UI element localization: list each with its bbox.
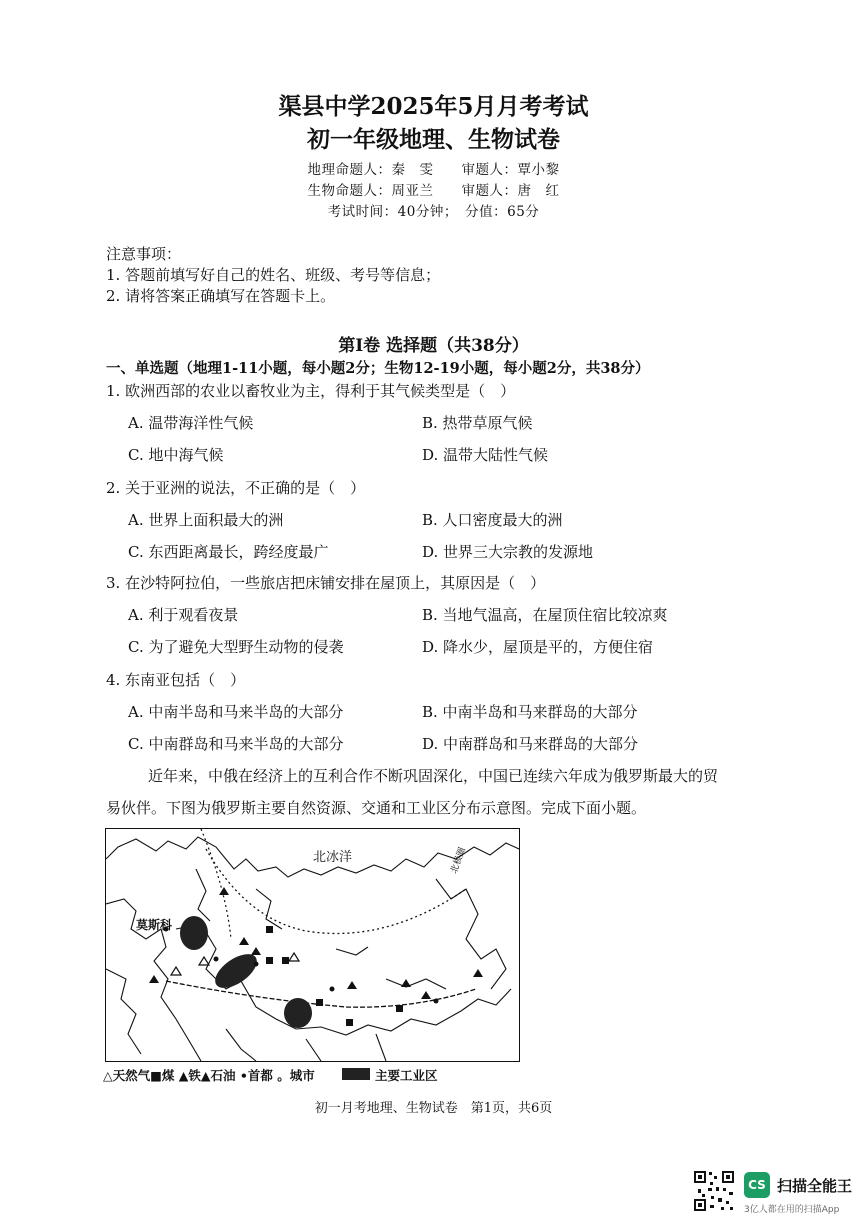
question-stem: 3. 在沙特阿拉伯，一些旅店把床铺安排在屋顶上，其原因是（ ） xyxy=(106,574,546,592)
qr-code-icon xyxy=(693,1170,735,1212)
option: A. 利于观看夜景 xyxy=(128,606,239,624)
section-title: 第Ⅰ卷 选择题（共38分） xyxy=(338,336,529,356)
question-stem: 2. 关于亚洲的说法，不正确的是（ ） xyxy=(106,479,366,497)
oil-marker xyxy=(239,937,249,945)
option: B. 人口密度最大的洲 xyxy=(422,511,563,529)
gas-marker xyxy=(289,953,299,961)
dotted-boundary xyxy=(201,829,231,939)
paper-title: 初一年级地理、生物试卷 xyxy=(307,126,560,153)
russia-map-drawing xyxy=(106,829,519,1061)
city-dot xyxy=(330,987,335,992)
iron-marker xyxy=(421,991,431,999)
city-dot xyxy=(214,957,219,962)
passage-line: 易伙伴。下图为俄罗斯主要自然资源、交通和工业区分布示意图。完成下面小题。 xyxy=(106,799,647,817)
coal-marker xyxy=(282,957,289,964)
option: D. 降水少，屋顶是平的，方便住宿 xyxy=(422,638,654,656)
ocean-label: 北冰洋 xyxy=(313,850,353,865)
section-subtitle: 一、单选题（地理1-11小题，每小题2分；生物12-19小题，每小题2分，共38分） xyxy=(106,360,650,377)
iron-marker xyxy=(251,947,261,955)
city-dot xyxy=(434,999,439,1004)
gas-marker xyxy=(171,967,181,975)
coal-marker xyxy=(316,999,323,1006)
option: B. 中南半岛和马来群岛的大部分 xyxy=(422,703,638,721)
coal-marker xyxy=(346,1019,353,1026)
oil-marker xyxy=(401,979,411,987)
option: A. 温带海洋性气候 xyxy=(128,414,254,432)
oil-marker xyxy=(149,975,159,983)
russia-map xyxy=(105,828,520,1062)
option: A. 世界上面积最大的洲 xyxy=(128,511,284,529)
notice-title: 注意事项： xyxy=(106,245,182,263)
coal-marker xyxy=(266,926,273,933)
option: C. 中南群岛和马来半岛的大部分 xyxy=(128,735,344,753)
city-dot xyxy=(254,962,259,967)
camscanner-app-name: 扫描全能王 xyxy=(777,1177,853,1195)
camscanner-tagline: 3亿人都在用的扫描App xyxy=(744,1205,840,1215)
industrial-zone-swatch xyxy=(342,1068,370,1080)
bio-setter-line: 生物命题人：周亚兰 审题人：唐 红 xyxy=(307,183,560,199)
map-legend: △天然气■煤 ▲铁▲石油 •首都 。城市 xyxy=(103,1068,315,1083)
option: D. 世界三大宗教的发源地 xyxy=(422,543,594,561)
oil-marker xyxy=(473,969,483,977)
option: A. 中南半岛和马来半岛的大部分 xyxy=(128,703,344,721)
camscanner-logo-icon: CS xyxy=(744,1172,770,1198)
coal-marker xyxy=(396,1005,403,1012)
coal-marker xyxy=(266,957,273,964)
map-legend-industry: 主要工业区 xyxy=(375,1068,438,1083)
option: B. 当地气温高，在屋顶住宿比较凉爽 xyxy=(422,606,668,624)
arctic-circle-label: 北极圈 xyxy=(449,846,469,876)
option: B. 热带草原气候 xyxy=(422,414,533,432)
option: D. 中南群岛和马来群岛的大部分 xyxy=(422,735,639,753)
question-stem: 4. 东南亚包括（ ） xyxy=(106,671,246,689)
oil-marker xyxy=(219,887,229,895)
iron-marker xyxy=(347,981,357,989)
page-footer: 初一月考地理、生物试卷 第1页，共6页 xyxy=(314,1101,553,1116)
geo-setter-line: 地理命题人：秦 雯 审题人：覃小黎 xyxy=(307,162,560,178)
notice-item: 1. 答题前填写好自己的姓名、班级、考号等信息； xyxy=(106,266,441,284)
passage-line: 近年来，中俄在经济上的互利合作不断巩固深化，中国已连续六年成为俄罗斯最大的贸 xyxy=(148,767,719,785)
industrial-zone xyxy=(180,916,208,950)
industrial-zone xyxy=(284,998,312,1028)
question-stem: 1. 欧洲西部的农业以畜牧业为主，得利于其气候类型是（ ） xyxy=(106,382,516,400)
gas-marker xyxy=(199,957,209,965)
capital-label: 莫斯科 xyxy=(136,918,173,932)
exam-info-line: 考试时间：40分钟； 分值：65分 xyxy=(327,204,540,220)
school-title: 渠县中学2025年5月月考考试 xyxy=(278,93,589,120)
option: C. 地中海气候 xyxy=(128,446,224,464)
option: C. 为了避免大型野生动物的侵袭 xyxy=(128,638,344,656)
notice-item: 2. 请将答案正确填写在答题卡上。 xyxy=(106,287,336,305)
option: D. 温带大陆性气候 xyxy=(422,446,549,464)
option: C. 东西距离最长，跨经度最广 xyxy=(128,543,329,561)
